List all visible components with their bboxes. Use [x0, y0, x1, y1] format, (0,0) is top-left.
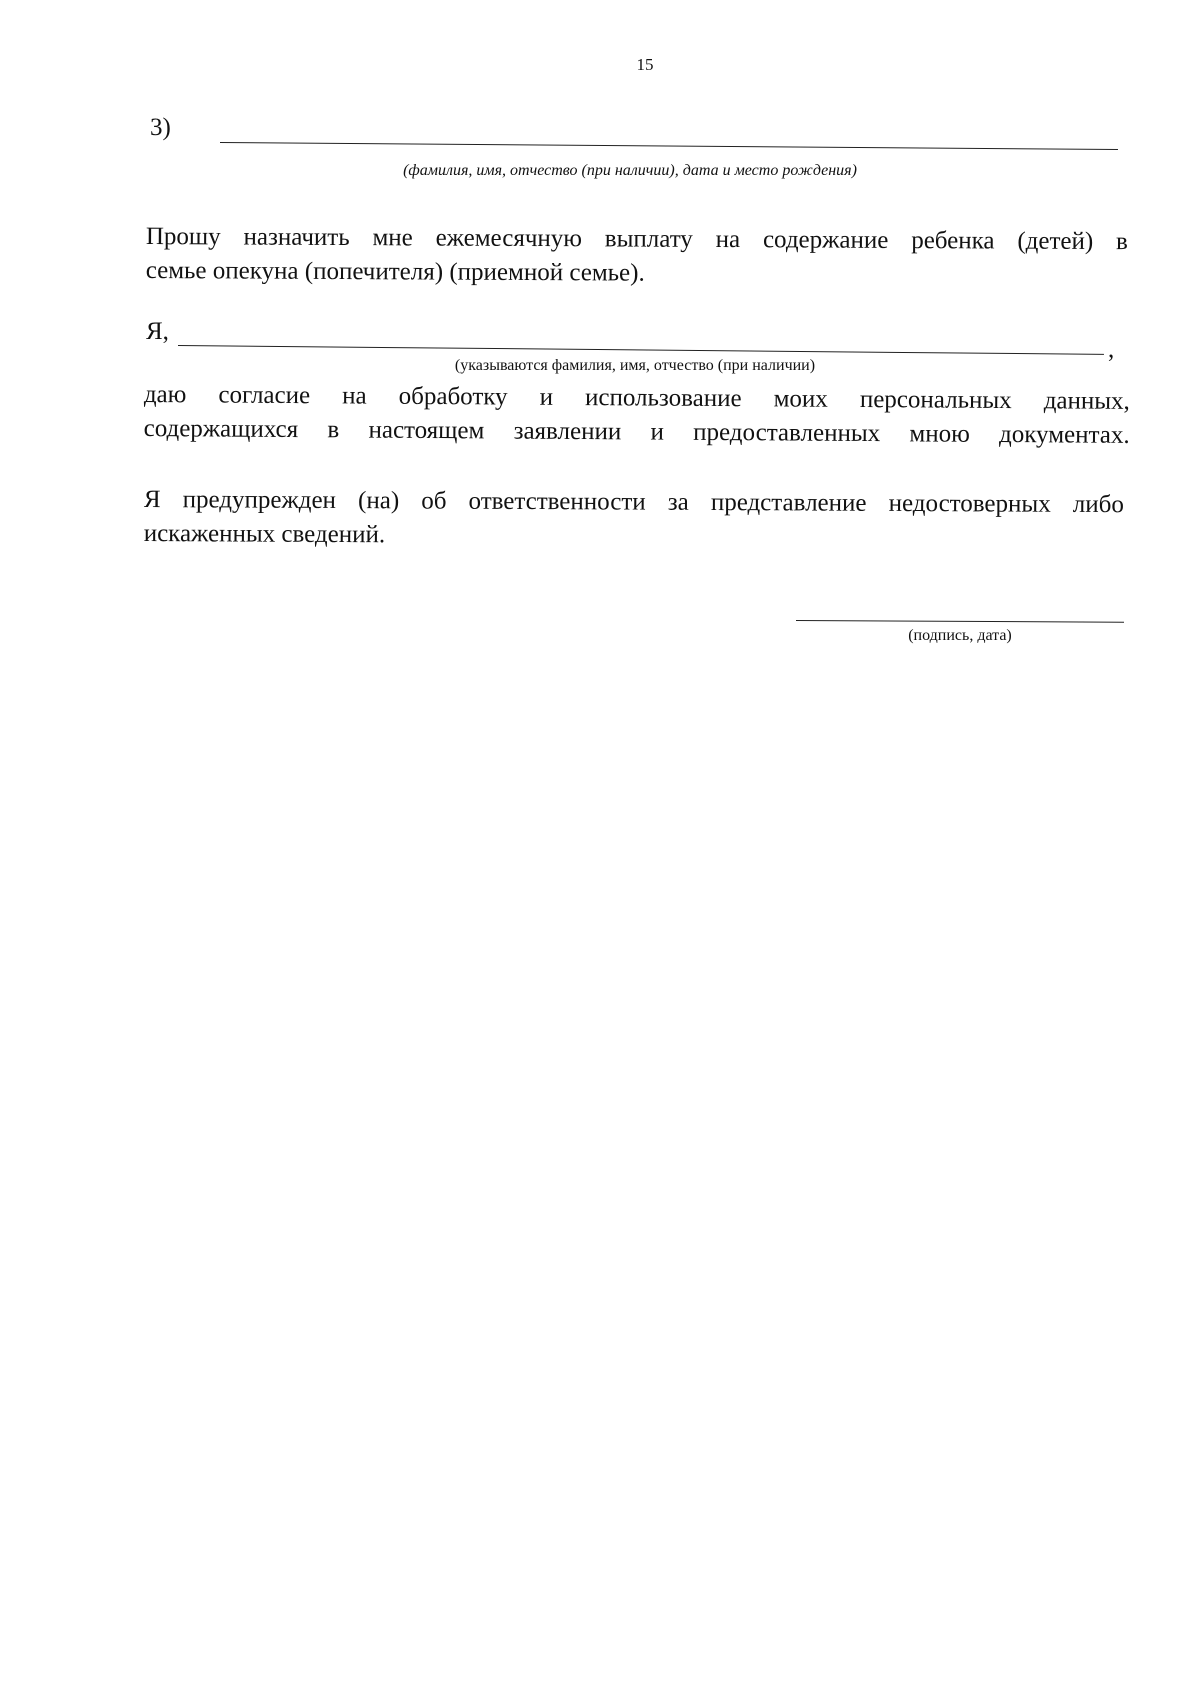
consent-prefix: Я,	[146, 318, 169, 345]
consent-paragraph	[144, 378, 1130, 453]
consent-caption: (указываются фамилия, имя, отчество (при наличии)	[454, 357, 816, 374]
item3-caption: (фамилия, имя, отчество (при наличии), дата и место рождения)	[403, 162, 857, 179]
page-number: 15	[636, 55, 654, 74]
request-line-1: Прошу назначить мне ежемесячную выплату на содержание ребенка (детей) в	[145, 222, 1128, 256]
item3-fill-line	[220, 142, 1118, 150]
signature-caption: (подпись, дата)	[908, 627, 1012, 644]
consent-fill-line	[178, 345, 1104, 355]
request-line-2: семье опекуна (попечителя) (приемной семье).	[145, 256, 645, 287]
request-paragraph	[146, 220, 1128, 293]
item-number: 3)	[150, 114, 171, 141]
consent-line-1: даю согласие на обработку и использование моих персональных данных,	[143, 380, 1130, 415]
warning-paragraph	[144, 483, 1124, 556]
signature-line	[796, 620, 1124, 623]
consent-suffix: ,	[1108, 336, 1115, 363]
warning-line-2: искаженных сведений.	[143, 519, 386, 549]
warning-line-1: Я предупрежден (на) об ответственности за представление недостоверных либо	[143, 485, 1124, 519]
consent-line-2: содержащихся в настоящем заявлении и предоставленных мною документах.	[143, 414, 1130, 449]
